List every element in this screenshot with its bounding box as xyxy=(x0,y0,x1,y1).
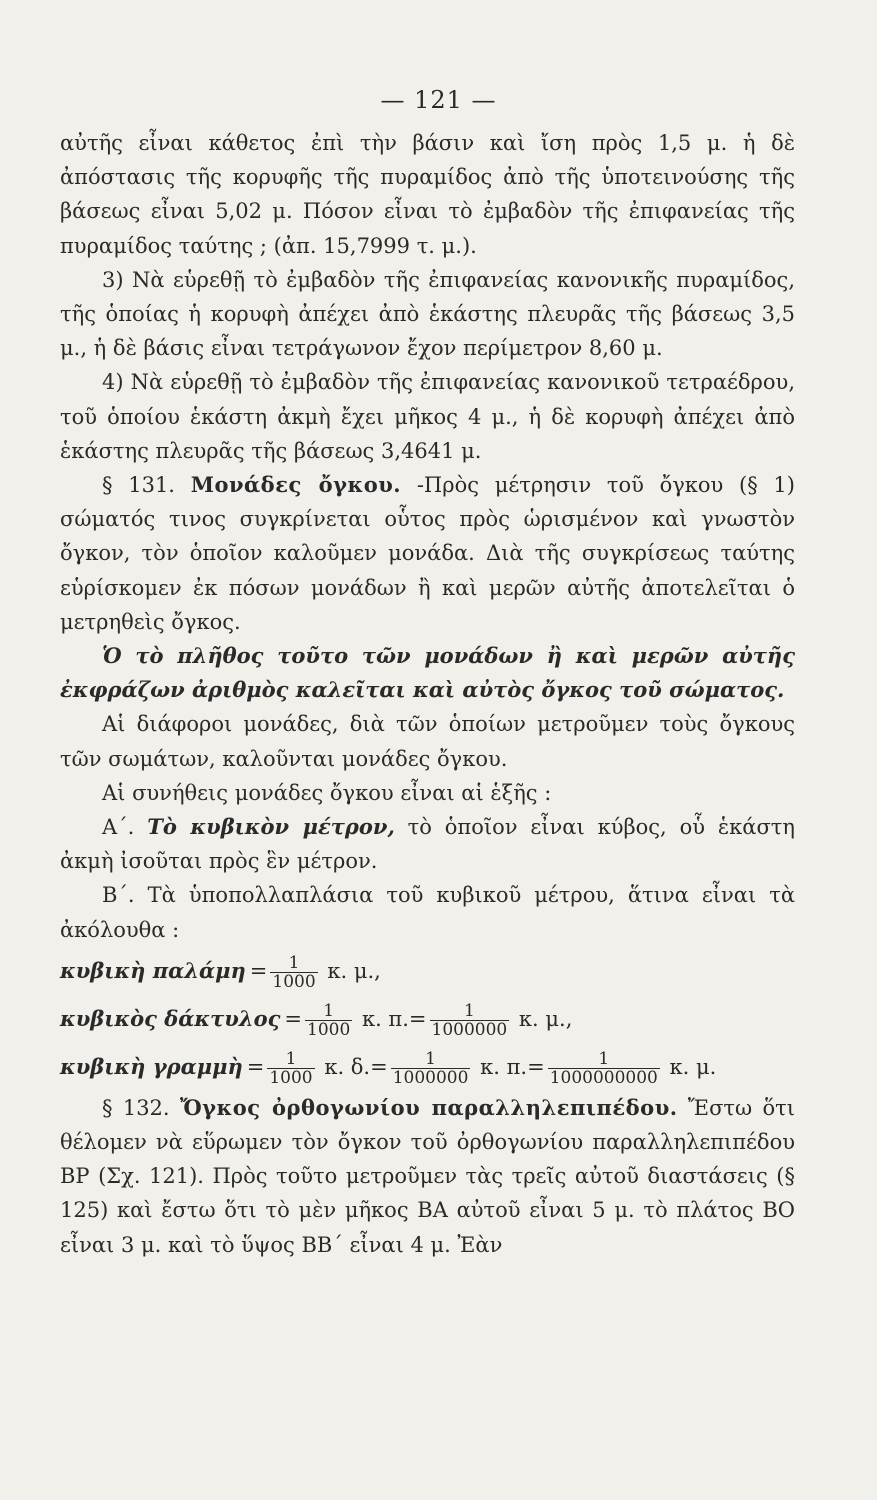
eq-sign: = xyxy=(408,1006,427,1031)
section-131-number: § 131. xyxy=(102,473,175,498)
numerator: 1 xyxy=(598,1048,610,1069)
equation-cubic-finger xyxy=(60,995,795,1043)
paragraph-continuation: αὐτῆς εἶναι κάθετος ἐπὶ τὴν βάσιν καὶ ἴση πρὸς 1,5 μ. ἡ δὲ ἀπόστασις τῆς κορυφῆς τῆς πυραμίδος ἀπὸ τῆς ὑποτεινούσης τῆς βάσεως εἶναι 5,02 μ. Πόσον εἶναι τὸ ἐμβαδὸν τῆς ἐπιφανείας τῆς πυραμίδος ταύτης ; (ἀπ. 15,7999 τ. μ.). xyxy=(60,131,795,258)
eq1-term: κυβικὴ παλάμη xyxy=(60,957,246,983)
denominator: 1000000 xyxy=(392,1067,469,1088)
item-a-term: Τὸ κυβικὸν μέτρον, xyxy=(147,814,395,840)
fraction xyxy=(548,1050,660,1087)
denominator: 1000000000 xyxy=(549,1067,658,1088)
fraction xyxy=(430,1002,510,1039)
section-132-number: § 132. xyxy=(102,1095,170,1120)
denominator: 1000 xyxy=(272,971,316,992)
eq2-unit: κ. μ., xyxy=(518,1006,573,1031)
eq2-term: κυβικὸς δάκτυλος xyxy=(60,1005,281,1031)
numerator: 1 xyxy=(425,1048,436,1069)
item-a-label: Α΄. xyxy=(102,815,135,840)
eq1-unit: κ. μ., xyxy=(327,958,381,983)
eq-sign: = xyxy=(370,1054,388,1079)
equation-cubic-line xyxy=(60,1043,795,1091)
eq-sign: = xyxy=(527,1054,545,1079)
item-b: Β΄. Τὰ ὑποπολλαπλάσια τοῦ κυβικοῦ μέτρου, ἅτινα εἶναι τὰ ἀκόλουθα : xyxy=(60,883,795,942)
eq-sign: = xyxy=(246,1054,265,1079)
section-131-body: -Πρὸς μέτρησιν τοῦ ὄγκου (§ 1) σώματός τινος συγκρίνεται οὗτος πρὸς ὡρισμένον καὶ γνωστὸν ὄγκον, τὸν ὁποῖον καλοῦμεν μονάδα. Διὰ τῆς συγκρίσεως ταύτης εὑρίσκομεν ἐκ πόσων μονάδων ἢ καὶ μερῶν αὐτῆς ἀποτελεῖται ὁ μετρηθεὶς ὄγκος. xyxy=(60,473,795,634)
item-a xyxy=(60,810,795,878)
eq3-mid-unit-2: κ. π. xyxy=(480,1054,528,1079)
section-132-title: Ὄγκος ὀρθογωνίου παραλληλεπιπέδου. xyxy=(179,1094,678,1120)
exercise-3: 3) Νὰ εὑρεθῇ τὸ ἐμβαδὸν τῆς ἐπιφανείας κανονικῆς πυραμίδος, τῆς ὁποίας ἡ κορυφὴ ἀπέχει ἀπὸ ἑκάστης πλευρᾶς τῆς βάσεως 3,5 μ., ἡ δὲ βάσις εἶναι τετράγωνον ἔχον περίμετρον 8,60 μ. xyxy=(60,267,795,361)
equation-cubic-palm xyxy=(60,947,795,995)
item-a-body: τὸ ὁποῖον εἶναι κύβος, οὗ ἑκάστη ἀκμὴ ἰσοῦται πρὸς ἓν μέτρον. xyxy=(60,815,795,874)
numerator: 1 xyxy=(288,952,300,973)
section-131-title: Μονάδες ὄγκου. xyxy=(190,472,402,498)
fraction xyxy=(391,1050,471,1087)
section-132 xyxy=(60,1091,795,1262)
definition: Ὁ τὸ πλῆθος τοῦτο τῶν μονάδων ἢ καὶ μερῶν αὐτῆς ἐκφράζων ἀριθμὸς καλεῖται καὶ αὐτὸς ὄγκος τοῦ σώματος. xyxy=(60,643,795,703)
fraction xyxy=(270,954,317,991)
section-131 xyxy=(60,468,795,639)
paragraph-common-units: Αἱ συνήθεις μονάδες ὄγκου εἶναι αἱ ἑξῆς : xyxy=(102,780,552,805)
eq-sign: = xyxy=(284,1006,302,1031)
eq3-mid-unit-1: κ. δ. xyxy=(324,1054,371,1079)
denominator: 1000 xyxy=(269,1067,313,1088)
eq2-mid-unit: κ. π. xyxy=(361,1006,409,1031)
eq-sign: = xyxy=(249,958,268,983)
eq3-unit: κ. μ. xyxy=(669,1054,717,1079)
eq3-term: κυβικὴ γραμμὴ xyxy=(60,1053,243,1079)
fraction xyxy=(267,1050,314,1087)
page-number: — 121 — xyxy=(380,86,497,114)
numerator: 1 xyxy=(285,1048,297,1069)
paragraph-units: Αἱ διάφοροι μονάδες, διὰ τῶν ὁποίων μετροῦμεν τοὺς ὄγκους τῶν σωμάτων, καλοῦνται μονάδες ὄγκου. xyxy=(60,712,795,771)
denominator: 1000 xyxy=(307,1019,351,1040)
exercise-4: 4) Νὰ εὑρεθῇ τὸ ἐμβαδὸν τῆς ἐπιφανείας κανονικοῦ τετραέδρου, τοῦ ὁποίου ἑκάστη ἀκμὴ ἔχει μῆκος 4 μ., ἡ δὲ κορυφὴ ἀπέχει ἀπὸ ἑκάστης πλευρᾶς τῆς βάσεως 3,4641 μ. xyxy=(60,370,795,463)
numerator: 1 xyxy=(323,1000,335,1021)
denominator: 1000000 xyxy=(431,1019,508,1040)
fraction xyxy=(305,1002,352,1039)
numerator: 1 xyxy=(463,1000,475,1021)
page-text xyxy=(60,126,795,1262)
section-132-body: Ἔστω ὅτι θέλομεν νὰ εὕρωμεν τὸν ὄγκον τοῦ ὀρθογωνίου παραλληλεπιπέδου ΒΡ (Σχ. 121). Πρὸς τοῦτο μετροῦμεν τὰς τρεῖς αὐτοῦ διαστάσεις (§ 125) καὶ ἔστω ὅτι τὸ μὲν μῆκος ΒΑ αὐτοῦ εἶναι 5 μ. τὸ πλάτος ΒΟ εἶναι 3 μ. καὶ τὸ ὕψος ΒΒ΄ εἶναι 4 μ. Ἐὰν xyxy=(60,1095,795,1257)
